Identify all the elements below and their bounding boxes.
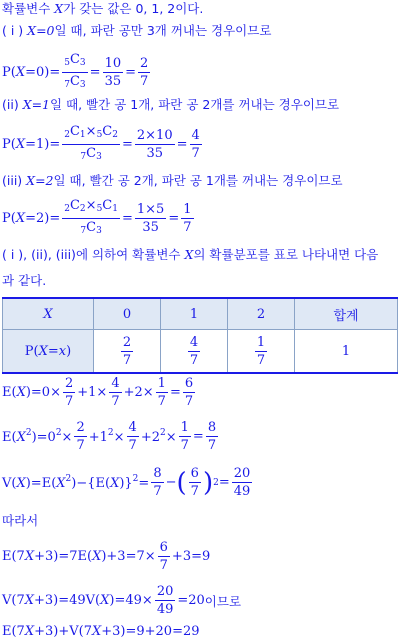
second-moment-formula: $E(X^2)=0^2\times$ $\frac{2}{7}$ $+1^2\times$ $\frac{4}{7}$ $+2^2\times$ $\frac{1}{7}$ = $\frac{8}{7}$ xyxy=(2,420,217,453)
case3-text: (iii) X=2일 때, 빨간 공 2개, 파란 공 1개를 꺼내는 경우이므로 xyxy=(2,173,343,188)
linear-variance-formula: V(7X+3)=49V(X)=49× $\frac{20}{49}$ =20 이므로 xyxy=(2,584,242,617)
table-probability-row xyxy=(3,330,398,374)
case3-formula: P(X=2)= $\frac{_2C_2\times_5C_1}{_7C_3}$ = $\frac{1\times 5}{35}$ = $\frac{1}{7}$ xyxy=(2,198,192,236)
case2-formula: P(X=1)= $\frac{_2C_1\times_5C_2}{_7C_3}$ = $\frac{2\times 10}{35}$ = $\frac{4}{7}$ xyxy=(2,124,200,162)
therefore-text: 따라서 xyxy=(2,513,39,528)
case2-text: (ii) X=1일 때, 빨간 공 1개, 파란 공 2개를 꺼내는 경우이므로 xyxy=(2,97,340,112)
intro-text: 확률변수 X가 갖는 값은 0, 1, 2이다. xyxy=(2,1,204,16)
prob-cell-1: $\frac{4}{7}$ xyxy=(161,330,228,374)
table-header-row xyxy=(3,298,398,330)
conclusion-line2: 과 같다. xyxy=(2,273,47,288)
expectation-formula: E(X)=0× $\frac{2}{7}$ +1× $\frac{4}{7}$ +2× $\frac{1}{7}$ = $\frac{6}{7}$ xyxy=(2,376,194,409)
conclusion-line1: ( i ), (ii), (iii)에 의하여 확률변수 X의 확률분포를 표로 나타내면 다음 xyxy=(2,247,379,262)
prob-cell-2: $\frac{1}{7}$ xyxy=(228,330,295,374)
prob-cell-total: 1 xyxy=(295,330,398,374)
prob-cell-0: $\frac{2}{7}$ xyxy=(94,330,161,374)
header-cell-0: 0 xyxy=(94,298,161,330)
header-cell-x: X xyxy=(3,298,94,330)
case1-formula: P(X=0)= $\frac{_5C_3}{_7C_3}$ = $\frac{10}{35}$ = $\frac{2}{7}$ xyxy=(2,52,149,90)
row-label-cell: P(X=x) xyxy=(3,330,94,374)
linear-expectation-formula: E(7X+3)=7E(X)+3=7× $\frac{6}{7}$ +3=9 xyxy=(2,540,211,573)
probability-distribution-table xyxy=(2,297,398,374)
final-answer-formula: E(7X+3)+V(7X+3)=9+20=29 xyxy=(2,624,200,639)
header-cell-2: 2 xyxy=(228,298,295,330)
header-cell-total: 합계 xyxy=(295,298,398,330)
variance-formula: $V(X)=E(X^2)-\{E(X)\}^2=$ $\frac{8}{7}$ − ( $\frac{6}{7}$ ) 2 = $\frac{20}{49}$ xyxy=(2,466,251,499)
header-cell-1: 1 xyxy=(161,298,228,330)
case1-text: ( i ) X=0일 때, 파란 공만 3개 꺼내는 경우이므로 xyxy=(2,23,272,38)
